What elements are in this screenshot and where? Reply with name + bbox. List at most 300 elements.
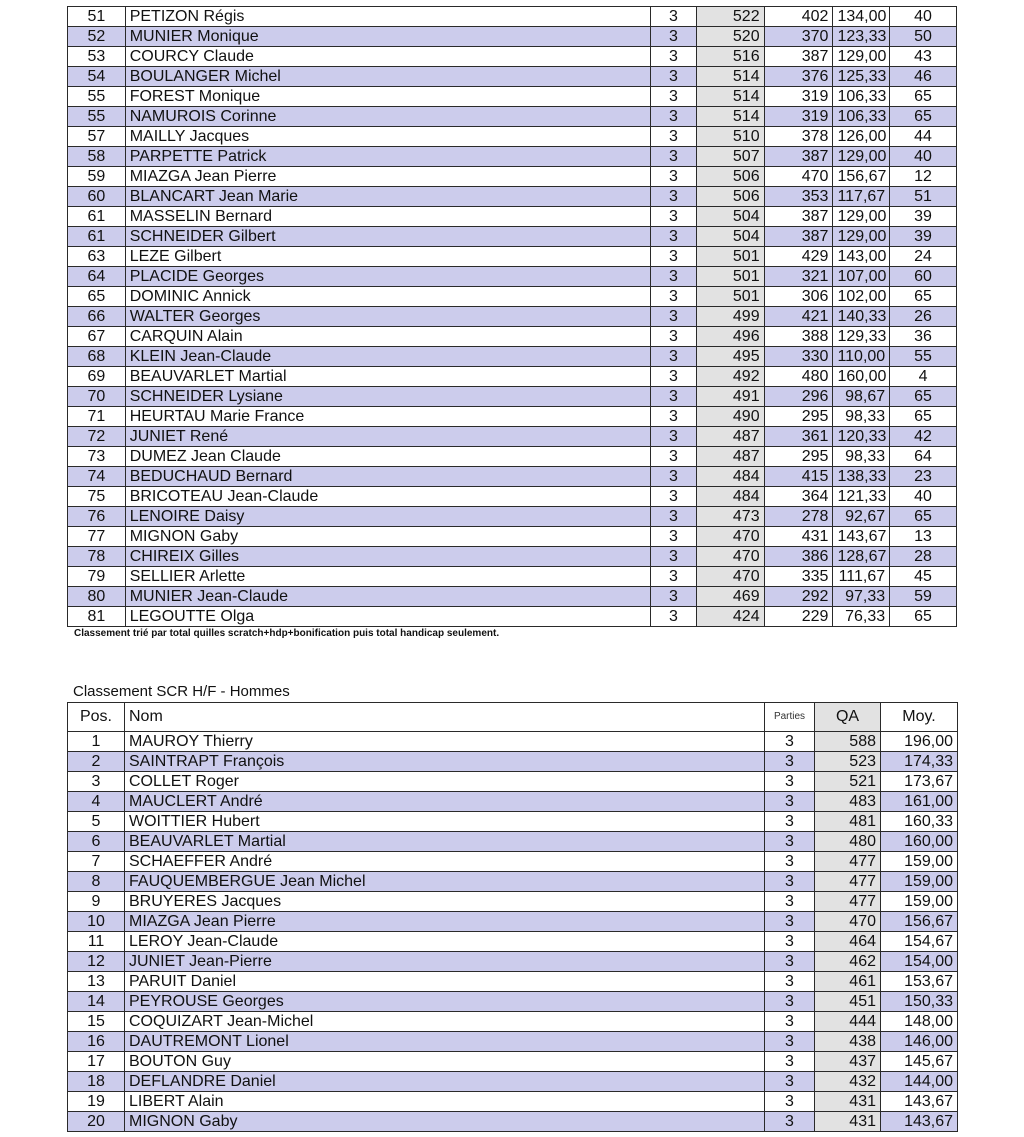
table-row	[68, 167, 957, 187]
cell-name: CARQUIN Alain	[125, 327, 651, 347]
cell-qa: 432	[815, 1072, 881, 1092]
cell-pos: 54	[68, 67, 126, 87]
cell-hdp: 13	[890, 527, 957, 547]
cell-hdp: 23	[890, 467, 957, 487]
table-row	[68, 892, 958, 912]
cell-name: SAINTRAPT François	[125, 752, 765, 772]
cell-parties: 3	[651, 27, 697, 47]
cell-qa: 588	[815, 732, 881, 752]
table-row	[68, 752, 958, 772]
cell-name: DUMEZ Jean Claude	[125, 447, 651, 467]
cell-pos: 81	[68, 607, 126, 627]
cell-qs: 480	[764, 367, 833, 387]
cell-name: NAMUROIS Corinne	[125, 107, 651, 127]
cell-name: PARUIT Daniel	[125, 972, 765, 992]
cell-total: 501	[696, 247, 764, 267]
cell-moy: 98,33	[833, 447, 890, 467]
cell-moy: 125,33	[833, 67, 890, 87]
cell-moy: 196,00	[881, 732, 958, 752]
cell-parties: 3	[651, 67, 697, 87]
cell-moy: 92,67	[833, 507, 890, 527]
cell-hdp: 12	[890, 167, 957, 187]
cell-parties: 3	[651, 287, 697, 307]
cell-pos: 68	[68, 347, 126, 367]
table-row	[68, 147, 957, 167]
cell-total: 501	[696, 287, 764, 307]
table-row	[68, 47, 957, 67]
cell-qs: 229	[764, 607, 833, 627]
cell-pos: 70	[68, 387, 126, 407]
cell-hdp: 39	[890, 207, 957, 227]
cell-hdp: 55	[890, 347, 957, 367]
cell-name: MIGNON Gaby	[125, 1112, 765, 1132]
table-row	[68, 107, 957, 127]
cell-name: LENOIRE Daisy	[125, 507, 651, 527]
cell-qs: 370	[764, 27, 833, 47]
cell-moy: 98,33	[833, 407, 890, 427]
cell-pos: 79	[68, 567, 126, 587]
table-row	[68, 547, 957, 567]
cell-moy: 145,67	[881, 1052, 958, 1072]
cell-name: MASSELIN Bernard	[125, 207, 651, 227]
cell-total: 504	[696, 227, 764, 247]
cell-parties: 3	[651, 547, 697, 567]
cell-qs: 378	[764, 127, 833, 147]
cell-pos: 75	[68, 487, 126, 507]
cell-qa: 438	[815, 1032, 881, 1052]
cell-name: BRICOTEAU Jean-Claude	[125, 487, 651, 507]
cell-qa: 477	[815, 852, 881, 872]
cell-total: 496	[696, 327, 764, 347]
cell-pos: 77	[68, 527, 126, 547]
cell-name: DOMINIC Annick	[125, 287, 651, 307]
cell-total: 473	[696, 507, 764, 527]
table-row	[68, 307, 957, 327]
cell-total: 487	[696, 447, 764, 467]
header-qa: QA	[815, 703, 881, 732]
cell-total: 470	[696, 527, 764, 547]
table-row	[68, 227, 957, 247]
cell-hdp: 39	[890, 227, 957, 247]
cell-parties: 3	[765, 912, 815, 932]
cell-name: MUNIER Jean-Claude	[125, 587, 651, 607]
cell-qs: 278	[764, 507, 833, 527]
cell-parties: 3	[651, 187, 697, 207]
cell-qa: 477	[815, 892, 881, 912]
cell-pos: 17	[68, 1052, 125, 1072]
cell-hdp: 44	[890, 127, 957, 147]
cell-moy: 76,33	[833, 607, 890, 627]
cell-moy: 129,33	[833, 327, 890, 347]
cell-total: 520	[696, 27, 764, 47]
cell-parties: 3	[651, 527, 697, 547]
cell-qs: 364	[764, 487, 833, 507]
cell-qa: 481	[815, 812, 881, 832]
cell-name: MAUROY Thierry	[125, 732, 765, 752]
cell-name: JUNIET René	[125, 427, 651, 447]
cell-total: 424	[696, 607, 764, 627]
cell-moy: 120,33	[833, 427, 890, 447]
cell-total: 484	[696, 467, 764, 487]
cell-moy: 159,00	[881, 852, 958, 872]
cell-pos: 74	[68, 467, 126, 487]
cell-moy: 140,33	[833, 307, 890, 327]
cell-pos: 66	[68, 307, 126, 327]
cell-parties: 3	[651, 407, 697, 427]
table-header-row	[68, 703, 958, 732]
cell-pos: 51	[68, 7, 126, 27]
cell-pos: 14	[68, 992, 125, 1012]
cell-hdp: 65	[890, 407, 957, 427]
table-row	[68, 367, 957, 387]
cell-parties: 3	[651, 227, 697, 247]
cell-qs: 295	[764, 407, 833, 427]
cell-qs: 319	[764, 107, 833, 127]
table-row	[68, 407, 957, 427]
cell-total: 501	[696, 267, 764, 287]
cell-parties: 3	[765, 992, 815, 1012]
cell-hdp: 60	[890, 267, 957, 287]
table-row	[68, 567, 957, 587]
cell-total: 516	[696, 47, 764, 67]
cell-moy: 143,00	[833, 247, 890, 267]
table-row	[68, 247, 957, 267]
cell-pos: 78	[68, 547, 126, 567]
cell-hdp: 64	[890, 447, 957, 467]
cell-pos: 4	[68, 792, 125, 812]
cell-moy: 98,67	[833, 387, 890, 407]
cell-moy: 154,67	[881, 932, 958, 952]
cell-total: 514	[696, 87, 764, 107]
table-row	[68, 1072, 958, 1092]
cell-hdp: 40	[890, 7, 957, 27]
cell-parties: 3	[765, 972, 815, 992]
cell-hdp: 40	[890, 147, 957, 167]
cell-parties: 3	[765, 932, 815, 952]
cell-qa: 521	[815, 772, 881, 792]
cell-qs: 387	[764, 147, 833, 167]
cell-pos: 9	[68, 892, 125, 912]
cell-parties: 3	[765, 832, 815, 852]
cell-total: 487	[696, 427, 764, 447]
cell-qs: 415	[764, 467, 833, 487]
cell-pos: 61	[68, 227, 126, 247]
table-row	[68, 912, 958, 932]
cell-name: MIAZGA Jean Pierre	[125, 912, 765, 932]
ranking-table-handicap	[67, 6, 957, 627]
cell-name: SCHNEIDER Gilbert	[125, 227, 651, 247]
cell-qs: 306	[764, 287, 833, 307]
cell-hdp: 51	[890, 187, 957, 207]
cell-hdp: 4	[890, 367, 957, 387]
cell-total: 495	[696, 347, 764, 367]
cell-moy: 143,67	[881, 1092, 958, 1112]
table-row	[68, 67, 957, 87]
cell-total: 499	[696, 307, 764, 327]
cell-moy: 159,00	[881, 892, 958, 912]
cell-qs: 470	[764, 167, 833, 187]
cell-total: 506	[696, 187, 764, 207]
cell-name: LEGOUTTE Olga	[125, 607, 651, 627]
cell-qs: 387	[764, 47, 833, 67]
cell-name: PEYROUSE Georges	[125, 992, 765, 1012]
cell-pos: 5	[68, 812, 125, 832]
cell-name: HEURTAU Marie France	[125, 407, 651, 427]
cell-parties: 3	[765, 952, 815, 972]
cell-pos: 2	[68, 752, 125, 772]
cell-qa: 480	[815, 832, 881, 852]
cell-name: WALTER Georges	[125, 307, 651, 327]
cell-qa: 462	[815, 952, 881, 972]
cell-qa: 523	[815, 752, 881, 772]
cell-pos: 10	[68, 912, 125, 932]
cell-parties: 3	[651, 307, 697, 327]
cell-parties: 3	[651, 367, 697, 387]
cell-parties: 3	[765, 812, 815, 832]
cell-qs: 330	[764, 347, 833, 367]
table-row	[68, 347, 957, 367]
cell-moy: 106,33	[833, 87, 890, 107]
cell-name: MIAZGA Jean Pierre	[125, 167, 651, 187]
cell-pos: 16	[68, 1032, 125, 1052]
cell-parties: 3	[651, 607, 697, 627]
cell-pos: 11	[68, 932, 125, 952]
cell-name: BRUYERES Jacques	[125, 892, 765, 912]
cell-parties: 3	[651, 447, 697, 467]
cell-hdp: 24	[890, 247, 957, 267]
cell-parties: 3	[765, 1012, 815, 1032]
cell-parties: 3	[765, 872, 815, 892]
cell-total: 510	[696, 127, 764, 147]
cell-moy: 102,00	[833, 287, 890, 307]
cell-pos: 20	[68, 1112, 125, 1132]
cell-qa: 431	[815, 1112, 881, 1132]
cell-qa: 464	[815, 932, 881, 952]
cell-moy: 156,67	[881, 912, 958, 932]
table-row	[68, 1112, 958, 1132]
cell-pos: 55	[68, 107, 126, 127]
cell-name: BLANCART Jean Marie	[125, 187, 651, 207]
cell-moy: 150,33	[881, 992, 958, 1012]
cell-moy: 154,00	[881, 952, 958, 972]
cell-name: SCHNEIDER Lysiane	[125, 387, 651, 407]
table-row	[68, 772, 958, 792]
cell-pos: 61	[68, 207, 126, 227]
sort-note: Classement trié par total quilles scratch+hdp+bonification puis total handicap seulement.	[74, 628, 500, 639]
cell-parties: 3	[651, 7, 697, 27]
cell-qs: 319	[764, 87, 833, 107]
cell-moy: 146,00	[881, 1032, 958, 1052]
cell-name: DEFLANDRE Daniel	[125, 1072, 765, 1092]
cell-parties: 3	[651, 467, 697, 487]
cell-pos: 64	[68, 267, 126, 287]
cell-pos: 58	[68, 147, 126, 167]
cell-parties: 3	[651, 127, 697, 147]
table-row	[68, 507, 957, 527]
cell-qs: 361	[764, 427, 833, 447]
cell-qs: 387	[764, 227, 833, 247]
cell-name: MIGNON Gaby	[125, 527, 651, 547]
cell-pos: 12	[68, 952, 125, 972]
cell-name: KLEIN Jean-Claude	[125, 347, 651, 367]
cell-name: SELLIER Arlette	[125, 567, 651, 587]
cell-name: MUNIER Monique	[125, 27, 651, 47]
table-row	[68, 447, 957, 467]
cell-moy: 174,33	[881, 752, 958, 772]
cell-pos: 59	[68, 167, 126, 187]
cell-parties: 3	[765, 1032, 815, 1052]
cell-qa: 483	[815, 792, 881, 812]
cell-pos: 55	[68, 87, 126, 107]
cell-hdp: 65	[890, 607, 957, 627]
cell-pos: 8	[68, 872, 125, 892]
cell-name: PLACIDE Georges	[125, 267, 651, 287]
cell-moy: 111,67	[833, 567, 890, 587]
cell-moy: 110,00	[833, 347, 890, 367]
table-row	[68, 1012, 958, 1032]
cell-moy: 121,33	[833, 487, 890, 507]
cell-hdp: 26	[890, 307, 957, 327]
cell-total: 491	[696, 387, 764, 407]
cell-hdp: 42	[890, 427, 957, 447]
cell-qs: 386	[764, 547, 833, 567]
cell-parties: 3	[651, 147, 697, 167]
cell-moy: 128,67	[833, 547, 890, 567]
cell-qs: 353	[764, 187, 833, 207]
cell-moy: 97,33	[833, 587, 890, 607]
cell-moy: 117,67	[833, 187, 890, 207]
cell-total: 514	[696, 67, 764, 87]
cell-parties: 3	[765, 792, 815, 812]
table-row	[68, 287, 957, 307]
cell-hdp: 65	[890, 507, 957, 527]
cell-moy: 160,00	[881, 832, 958, 852]
cell-total: 470	[696, 567, 764, 587]
cell-pos: 7	[68, 852, 125, 872]
cell-hdp: 45	[890, 567, 957, 587]
cell-moy: 160,33	[881, 812, 958, 832]
table-row	[68, 27, 957, 47]
cell-qs: 387	[764, 207, 833, 227]
cell-parties: 3	[765, 1072, 815, 1092]
cell-moy: 161,00	[881, 792, 958, 812]
table-row	[68, 587, 957, 607]
cell-total: 507	[696, 147, 764, 167]
cell-name: BEAUVARLET Martial	[125, 367, 651, 387]
cell-pos: 3	[68, 772, 125, 792]
cell-hdp: 59	[890, 587, 957, 607]
table-row	[68, 992, 958, 1012]
cell-name: LIBERT Alain	[125, 1092, 765, 1112]
cell-pos: 13	[68, 972, 125, 992]
cell-qs: 376	[764, 67, 833, 87]
cell-name: COURCY Claude	[125, 47, 651, 67]
cell-name: PARPETTE Patrick	[125, 147, 651, 167]
cell-pos: 73	[68, 447, 126, 467]
cell-moy: 138,33	[833, 467, 890, 487]
cell-moy: 148,00	[881, 1012, 958, 1032]
cell-name: JUNIET Jean-Pierre	[125, 952, 765, 972]
cell-total: 522	[696, 7, 764, 27]
cell-name: MAILLY Jacques	[125, 127, 651, 147]
cell-pos: 72	[68, 427, 126, 447]
cell-parties: 3	[651, 327, 697, 347]
table-row	[68, 952, 958, 972]
cell-qs: 295	[764, 447, 833, 467]
table-row	[68, 207, 957, 227]
header-name: Nom	[125, 703, 765, 732]
table-row	[68, 812, 958, 832]
cell-qa: 461	[815, 972, 881, 992]
cell-name: SCHAEFFER André	[125, 852, 765, 872]
cell-name: FAUQUEMBERGUE Jean Michel	[125, 872, 765, 892]
cell-name: BOUTON Guy	[125, 1052, 765, 1072]
table-row	[68, 267, 957, 287]
cell-hdp: 46	[890, 67, 957, 87]
cell-pos: 76	[68, 507, 126, 527]
cell-name: LEZE Gilbert	[125, 247, 651, 267]
header-parties: Parties	[765, 703, 815, 732]
cell-qs: 421	[764, 307, 833, 327]
cell-moy: 106,33	[833, 107, 890, 127]
cell-moy: 129,00	[833, 207, 890, 227]
cell-parties: 3	[651, 347, 697, 367]
cell-parties: 3	[765, 852, 815, 872]
cell-pos: 1	[68, 732, 125, 752]
cell-parties: 3	[765, 752, 815, 772]
table-row	[68, 7, 957, 27]
cell-qs: 429	[764, 247, 833, 267]
table-row	[68, 1052, 958, 1072]
cell-name: COQUIZART Jean-Michel	[125, 1012, 765, 1032]
cell-moy: 134,00	[833, 7, 890, 27]
table-row	[68, 187, 957, 207]
cell-pos: 52	[68, 27, 126, 47]
cell-moy: 123,33	[833, 27, 890, 47]
cell-name: BEDUCHAUD Bernard	[125, 467, 651, 487]
cell-pos: 63	[68, 247, 126, 267]
cell-parties: 3	[651, 47, 697, 67]
cell-total: 484	[696, 487, 764, 507]
cell-moy: 129,00	[833, 47, 890, 67]
cell-parties: 3	[651, 267, 697, 287]
cell-pos: 15	[68, 1012, 125, 1032]
cell-moy: 159,00	[881, 872, 958, 892]
table-row	[68, 1092, 958, 1112]
cell-parties: 3	[651, 87, 697, 107]
table-row	[68, 527, 957, 547]
cell-parties: 3	[765, 1052, 815, 1072]
cell-pos: 80	[68, 587, 126, 607]
cell-pos: 6	[68, 832, 125, 852]
cell-hdp: 28	[890, 547, 957, 567]
cell-hdp: 43	[890, 47, 957, 67]
cell-parties: 3	[765, 1092, 815, 1112]
cell-pos: 67	[68, 327, 126, 347]
cell-pos: 57	[68, 127, 126, 147]
cell-parties: 3	[651, 427, 697, 447]
cell-parties: 3	[651, 387, 697, 407]
cell-total: 470	[696, 547, 764, 567]
cell-moy: 160,00	[833, 367, 890, 387]
cell-hdp: 65	[890, 287, 957, 307]
cell-name: BEAUVARLET Martial	[125, 832, 765, 852]
cell-moy: 129,00	[833, 227, 890, 247]
table-row	[68, 1032, 958, 1052]
cell-pos: 65	[68, 287, 126, 307]
section-title: Classement SCR H/F - Hommes	[73, 683, 290, 700]
cell-name: PETIZON Régis	[125, 7, 651, 27]
